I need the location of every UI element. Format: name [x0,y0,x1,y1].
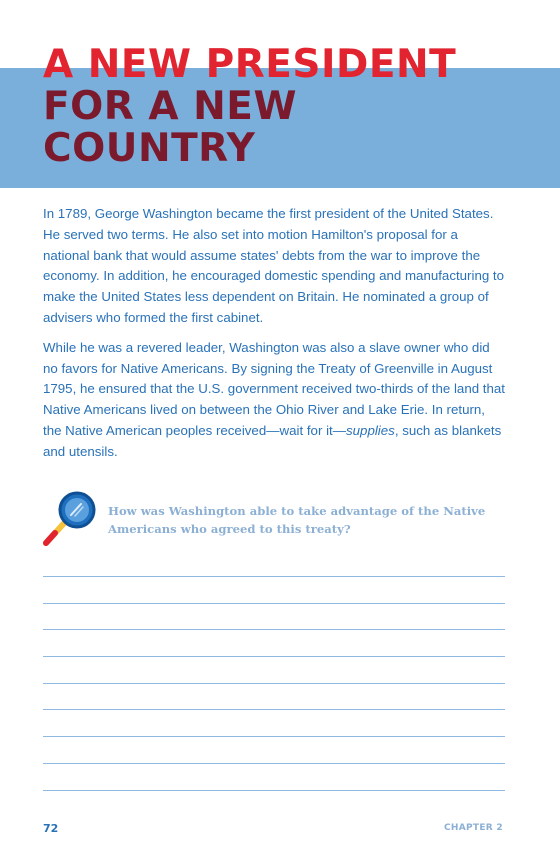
answer-line[interactable] [43,629,505,656]
paragraph-2-end: , such as blankets and utensils. [43,422,502,459]
answer-lines[interactable] [43,576,505,816]
body-text [43,204,505,472]
answer-line[interactable] [43,790,505,817]
paragraph-2-emphasis: supplies [346,422,395,438]
page-title [43,44,456,170]
answer-line[interactable] [43,736,505,763]
paragraph-1: In 1789, George Washington became the first president of the United States. He served two terms. He also set into motion Hamilton's proposal for a national bank that would assume states' debts from the war to improve the economy. In addition, he encouraged domestic spending and manufacturing to make the United States less dependent on Britain. He nominated a group of advisers who formed the first cabinet. [43,206,505,325]
title-line-2: FOR A NEW [43,84,297,129]
chapter-label: CHAPTER 2 [443,823,503,833]
paragraph-2-text: While he was a revered leader, Washington was also a slave owner who did no favors for Native Americans. By signing the Treaty of Greenville in August 1795, he ensured that the U.S. government received two-thirds of the land that Native Americans lived on between the Ohio River and Lake Erie. In return, the Native American peoples received—wait for it— [43,339,505,438]
answer-line[interactable] [43,603,505,630]
magnifying-glass-icon [41,491,101,551]
paragraph-2 [43,338,505,463]
page-number: 72 [43,822,59,835]
title-line-3: COUNTRY [43,126,256,171]
answer-line[interactable] [43,576,505,603]
answer-line[interactable] [43,656,505,683]
answer-line[interactable] [43,709,505,736]
answer-line[interactable] [43,683,505,710]
title-line-1: A NEW PRESIDENT [43,42,457,87]
question-prompt: How was Washington able to take advantage of the Native Americans who agreed to this treaty? [108,504,486,536]
answer-line[interactable] [43,763,505,790]
